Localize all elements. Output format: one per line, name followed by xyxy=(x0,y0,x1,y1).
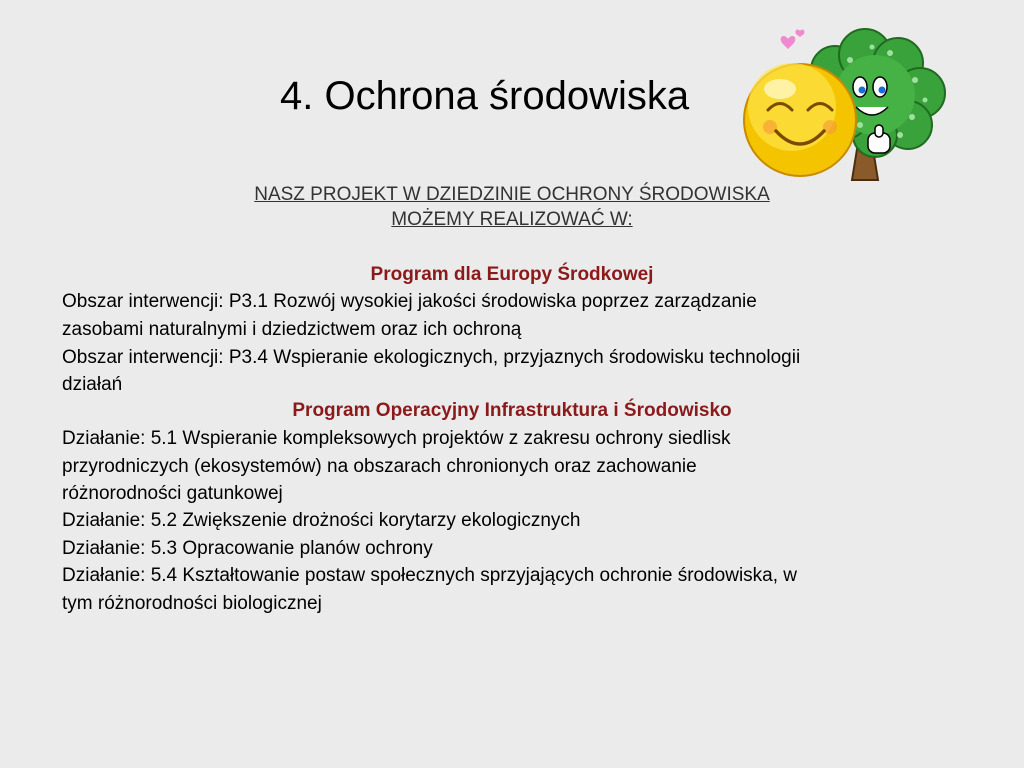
program2-line: Działanie: 5.4 Kształtowanie postaw społecznych sprzyjających ochronie środowiska, w xyxy=(62,565,798,586)
program2-line: tym różnorodności biologicznej xyxy=(62,593,322,614)
program2-line: przyrodniczych (ekosystemów) na obszarach chronionych oraz zachowanie xyxy=(62,456,697,477)
program1-line: Obszar interwencji: P3.4 Wspieranie ekologicznych, przyjaznych środowisku technologii xyxy=(62,347,801,368)
program2-line: Działanie: 5.3 Opracowanie planów ochrony xyxy=(62,538,433,559)
program1-line: zasobami naturalnymi i dziedzictwem oraz ich ochroną xyxy=(62,319,522,340)
sun-and-tree-illustration xyxy=(740,25,952,185)
smiling-sun-icon xyxy=(744,63,856,176)
slide-title: 4. Ochrona środowiska xyxy=(280,74,690,118)
subtitle-line-1: NASZ PROJEKT W DZIEDZINIE OCHRONY ŚRODOWISKA xyxy=(254,184,770,205)
program-heading-central-europe: Program dla Europy Środkowej xyxy=(370,264,654,285)
program1-line: działań xyxy=(62,374,123,395)
program2-line: Działanie: 5.2 Zwiększenie drożności korytarzy ekologicznych xyxy=(62,510,581,531)
program1-line: Obszar interwencji: P3.1 Rozwój wysokiej jakości środowiska poprzez zarządzanie xyxy=(62,291,757,312)
heart-icon xyxy=(781,30,805,49)
program2-line: różnorodności gatunkowej xyxy=(62,483,283,504)
subtitle-line-2: MOŻEMY REALIZOWAĆ W: xyxy=(391,209,633,230)
program-heading-infrastructure: Program Operacyjny Infrastruktura i Środowisko xyxy=(292,400,732,421)
program2-line: Działanie: 5.1 Wspieranie kompleksowych projektów z zakresu ochrony siedlisk xyxy=(62,428,731,449)
